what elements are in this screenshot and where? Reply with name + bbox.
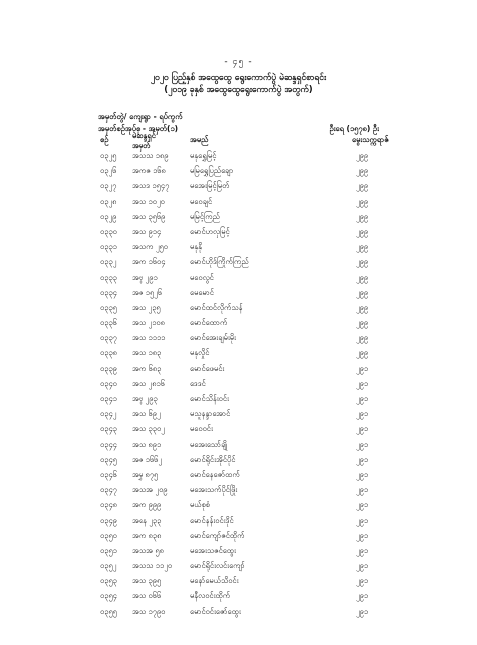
header-voter-id-line-1: မဲဆန္ဒရှင်	[132, 131, 156, 140]
serial-cell: ၀၃၄၇	[100, 485, 117, 495]
year-cell: ၂၉၉	[356, 196, 369, 206]
name-cell: မောင်ရိုင်းလင်းကျော်	[190, 561, 245, 571]
voter-id-cell: အသ ၈၉၁	[132, 439, 162, 449]
name-cell: မမြင့်ကြည်	[190, 211, 220, 221]
voter-id-cell: အသ ၁၁၁၁	[132, 333, 166, 343]
name-cell: မဝေလွင်	[190, 272, 214, 282]
serial-cell: ၀၃၄၈	[100, 500, 117, 510]
table-row	[98, 209, 388, 224]
name-cell: မမြရွှေပြည်ချော	[190, 166, 234, 176]
name-cell: မောင်ရိုင်းအိုင်ပိုင်	[190, 454, 236, 464]
table-row	[98, 376, 388, 391]
year-cell: ၂၉၉	[356, 211, 369, 221]
year-cell: ၂၉၉	[356, 181, 369, 191]
year-cell: ၂၉၉	[356, 272, 369, 282]
serial-cell: ၀၃၄၂	[100, 409, 117, 419]
year-cell: ၂၉၁	[356, 409, 369, 419]
voter-id-cell: အသ ၃၃၀၂	[132, 424, 165, 434]
voter-id-cell: အသ ၂၁၀၈	[132, 318, 165, 328]
table-row	[98, 604, 388, 619]
table-row	[98, 224, 388, 239]
year-cell: ၂၉၉	[356, 333, 369, 343]
table-row	[98, 254, 388, 269]
table-row	[98, 543, 388, 558]
name-cell: မောင်အေးချမ်းမိုး	[190, 333, 236, 343]
serial-cell: ၀၃၂၇	[100, 181, 117, 191]
serial-cell: ၀၃၃၁	[100, 242, 117, 252]
voter-id-cell: အကဇ ၁၆၈	[132, 166, 166, 176]
voter-id-cell: အသအ ၂၀၉	[132, 485, 168, 495]
title-line-2: (၂၀၁၉ ခုနှစ် အထွေထွေရွေးကောက်ပွဲ အတွက်)	[164, 85, 313, 95]
table-row	[98, 285, 388, 300]
name-cell: မောင်ဟိုဒ်ကြိုက်ကြည်	[190, 257, 249, 267]
serial-cell: ၀၃၃၇	[100, 333, 117, 343]
serial-cell: ၀၃၂၈	[100, 196, 117, 206]
table-row	[98, 437, 388, 452]
name-cell: မအေးမြင့်မြတ်	[190, 181, 230, 191]
voter-id-cell: အသအ ၅၈	[132, 545, 164, 555]
voter-id-cell: အနေ ၂၃၃	[132, 515, 162, 525]
name-cell: မောင်သိန်းဝင်း	[190, 394, 229, 403]
serial-cell: ၀၃၅၃	[100, 576, 117, 586]
name-cell: မောင်နန်းဝင်းဒိုင်	[190, 515, 234, 525]
table-row	[98, 148, 388, 163]
year-cell: ၂၉၉	[356, 318, 369, 328]
meta-location: အမှတ်တွဲ/ ကျေးရွာ - ရပ်ကွက်	[98, 112, 183, 121]
year-cell: ၂၉၉	[356, 151, 369, 160]
header-name: အမည်	[190, 135, 209, 144]
year-cell: ၂၉၉	[356, 242, 369, 252]
year-cell: ၂၉၁	[356, 515, 369, 525]
name-cell: မေမောင်	[190, 287, 214, 297]
voter-id-cell: အက ၉၉၉	[132, 500, 162, 510]
serial-cell: ၀၃၅၁	[100, 545, 117, 555]
table-row	[98, 270, 388, 285]
year-cell: ၂၉၁	[356, 576, 369, 586]
year-cell: ၂၉၉	[356, 348, 369, 358]
voter-table	[98, 148, 388, 619]
year-cell: ၂၉၁	[356, 439, 369, 449]
name-cell: မနုရွှေမြင့်	[190, 151, 217, 160]
document-title	[0, 72, 477, 96]
year-cell: ၂၉၁	[356, 424, 369, 434]
voter-id-cell: အဇ ၁၆၆၂	[132, 454, 163, 464]
voter-id-cell: အသဒ ၁၅၄၇	[132, 181, 170, 191]
serial-cell: ၀၃၃၄	[100, 287, 117, 297]
voter-id-cell: အမွှ ၈၇၅	[132, 469, 159, 479]
table-row	[98, 467, 388, 482]
serial-cell: ၀၃၄၃	[100, 424, 117, 434]
serial-cell: ၀၃၄၄	[100, 439, 117, 449]
table-row	[98, 163, 388, 178]
name-cell: မအေးသော်ချို	[190, 439, 228, 449]
serial-cell: ၀၃၃၅	[100, 302, 117, 312]
year-cell: ၂၉၉	[356, 287, 369, 297]
name-cell: မအေးသဇင်ထွေး	[190, 545, 236, 555]
header-serial: စဉ်	[100, 135, 109, 144]
name-cell: မနုလှိုင်	[190, 348, 210, 358]
serial-cell: ၀၃၃၀	[100, 226, 117, 236]
serial-cell: ၀၃၅၅	[100, 606, 117, 616]
voter-id-cell: အသ ၁၇၉၀	[132, 606, 166, 616]
voter-id-cell: အသ ၃၅၆၉	[132, 211, 166, 221]
table-row	[98, 452, 388, 467]
year-cell: ၂၉၉	[356, 166, 369, 176]
table-row	[98, 178, 388, 193]
serial-cell: ၀၃၃၃	[100, 272, 117, 282]
name-cell: ဒေဒင်	[190, 378, 206, 388]
name-cell: မနုနို	[190, 242, 203, 252]
table-row	[98, 194, 388, 209]
serial-cell: ၀၃၄၆	[100, 469, 117, 479]
voter-id-cell: အသ ၀၆၆	[132, 591, 162, 601]
year-cell: ၂၉၁	[356, 454, 369, 464]
voter-id-cell: အဗွ ၂၉၃	[132, 394, 158, 403]
name-cell: မောင်ထင်လိုက်သန်	[190, 302, 243, 312]
table-row	[98, 482, 388, 497]
serial-cell: ၀၃၂၅	[100, 151, 117, 160]
table-row	[98, 497, 388, 512]
voter-id-cell: အက ၁၆၀၄	[132, 257, 166, 267]
table-row	[98, 528, 388, 543]
table-row	[98, 588, 388, 603]
name-cell: မအေးသက်ပိုင်ဖြိုး	[190, 485, 238, 495]
serial-cell: ၀၃၅၀	[100, 530, 117, 540]
meta-group: အမှတ်စဉ်အုပ်စု - အမှတ်(၁)	[98, 124, 179, 133]
voter-id-cell: အသ ၃၉၅	[132, 576, 162, 586]
voter-id-cell: အက ၆၈၃	[132, 363, 162, 373]
serial-cell: ၀၃၅၄	[100, 591, 117, 601]
voter-id-cell: အသ ၁၈၃	[132, 348, 162, 358]
serial-cell: ၀၃၄၁	[100, 394, 117, 403]
table-row	[98, 300, 388, 315]
voter-id-cell: အသ ၁၀၂၀	[132, 196, 165, 206]
year-cell: ၂၉၉	[356, 257, 369, 267]
table-row	[98, 361, 388, 376]
year-cell: ၂၉၁	[356, 485, 369, 495]
year-cell: ၂၉၁	[356, 561, 369, 571]
table-row	[98, 406, 388, 421]
voter-id-cell: အသ ၂၃၅	[132, 302, 161, 312]
name-cell: မသူနန္ဒာအောင်	[190, 409, 231, 419]
name-cell: မောင်နေဇော်ထက်	[190, 469, 240, 479]
page-number: - ၄၅ -	[224, 57, 253, 67]
serial-cell: ၀၃၄၅	[100, 454, 117, 464]
name-cell: မဝေဝင်း	[190, 424, 213, 434]
name-cell: မောင်ကျော်ဇင်ထိုက်	[190, 530, 245, 540]
table-row	[98, 513, 388, 528]
year-cell: ၂၉၁	[356, 394, 369, 403]
meta-population: ဦးရေ (၁၅၇၈) ဦး	[329, 124, 379, 133]
voter-id-cell: အသ ၂၈၁၆	[132, 378, 165, 388]
name-cell: မောင်ဟလှမြင့်	[190, 226, 230, 236]
name-cell: မနော်မေယ်သိဝင်း	[190, 576, 239, 586]
voter-id-cell: အဇ ၁၅၂၆	[132, 287, 163, 297]
year-cell: ၂၉၁	[356, 363, 369, 373]
name-cell: မယ်စုစံ	[190, 500, 211, 510]
voter-id-cell: အဗွ ၂၉၁	[132, 272, 158, 282]
serial-cell: ၀၃၂၆	[100, 166, 117, 176]
name-cell: မောင်ထောက်	[190, 318, 228, 328]
table-row	[98, 391, 388, 406]
title-line-1: ၂၀၂၀ ပြည့်နှစ် အထွေထွေ ရွေးကောက်ပွဲ မဲဆန္ဒရှင်စာရင်း	[150, 73, 327, 83]
header-year: မွေးသက္ကရာဇ်	[352, 135, 389, 144]
year-cell: ၂၉၁	[356, 500, 369, 510]
name-cell: မနီလဝင်းထိုက်	[190, 591, 231, 601]
year-cell: ၂၉၁	[356, 545, 369, 555]
serial-cell: ၀၃၄၉	[100, 515, 117, 525]
name-cell: မဝေချင်	[190, 196, 213, 206]
table-row	[98, 239, 388, 254]
serial-cell: ၀၃၅၂	[100, 561, 117, 571]
name-cell: မောင်ဖေမင်း	[190, 363, 225, 373]
serial-cell: ၀၃၃၆	[100, 318, 117, 328]
header-voter-id-line-2: အမှတ်	[132, 141, 151, 150]
year-cell: ၂၉၁	[356, 378, 369, 388]
table-row	[98, 345, 388, 360]
table-row	[98, 573, 388, 588]
serial-cell: ၀၃၂၉	[100, 211, 117, 221]
voter-id-cell: အသသ ၁၈၉	[132, 151, 169, 160]
serial-cell: ၀၃၃၂	[100, 257, 117, 267]
table-row	[98, 558, 388, 573]
voter-id-cell: အသသ ၁၁၂၀	[132, 561, 173, 571]
table-row	[98, 421, 388, 436]
serial-cell: ၀၃၄၀	[100, 378, 117, 388]
serial-cell: ၀၃၃၈	[100, 348, 117, 358]
table-row	[98, 330, 388, 345]
voter-id-cell: အက ၈၃၈	[132, 530, 162, 540]
name-cell: မောင်ဝင်းဇော်ထွေး	[190, 606, 241, 616]
year-cell: ၂၉၉	[356, 226, 369, 236]
voter-id-cell: အသ ၉၁၄	[132, 226, 162, 236]
serial-cell: ၀၃၃၉	[100, 363, 117, 373]
year-cell: ၂၉၉	[356, 302, 369, 312]
year-cell: ၂၉၁	[356, 591, 369, 601]
voter-id-cell: အသက ၂၅၀	[132, 242, 168, 252]
table-row	[98, 315, 388, 330]
year-cell: ၂၉၁	[356, 530, 369, 540]
voter-id-cell: အသ ၆၉၂	[132, 409, 161, 419]
year-cell: ၂၉၁	[356, 606, 369, 616]
year-cell: ၂၉၁	[356, 469, 369, 479]
